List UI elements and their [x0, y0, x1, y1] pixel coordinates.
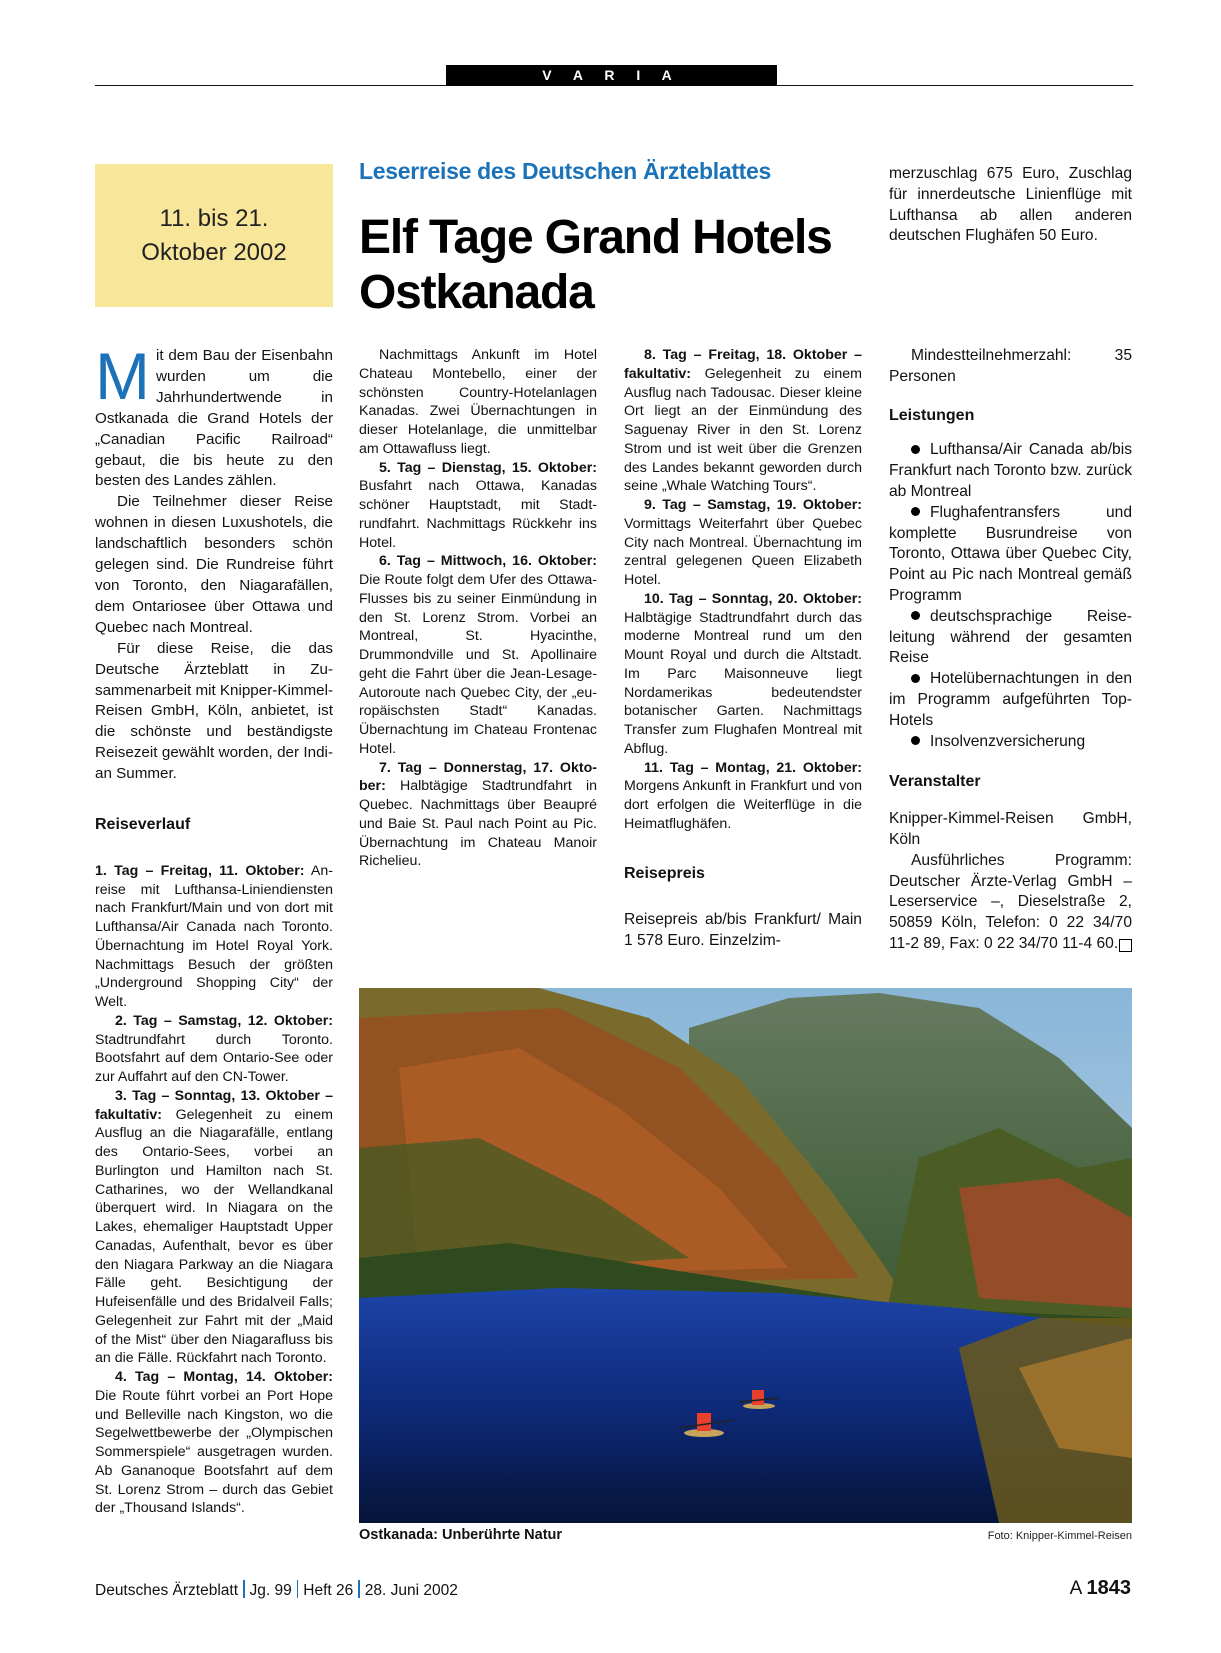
itinerary-part-3 [624, 346, 862, 834]
day-label: 2. Tag – Samstag, 12. Oktober: [115, 1012, 333, 1029]
day-text: Anreise mit Lufthansa-Liniendiensten nach Frankfurt/Main und von dort mit Lufthansa/Air Canada nach Toronto. Übernachtung im Hotel Royal York. Nachmittags Besuch der größten „Underground Shopping City“ der Welt. [95, 862, 334, 1011]
list-item [889, 440, 1132, 502]
list-item [889, 669, 1132, 731]
day-label: 3. Tag – Sonntag, 13. Oktober – fakultativ: [95, 1087, 333, 1123]
list-item [889, 732, 1132, 753]
reisepreis-text: Reisepreis ab/bis Frankfurt/ Main 1 578 Euro. Einzelzim- [624, 911, 862, 950]
day-label: 5. Tag – Dienstag, 15. Oktober: [379, 459, 597, 476]
column-2 [359, 346, 597, 871]
veranstalter-name: Knipper-Kimmel-Reisen GmbH, Köln [889, 810, 1132, 848]
photo-caption: Ostkanada: Unberührte Natur [359, 1527, 563, 1543]
itinerary-day [624, 346, 862, 496]
footer-volume: Jg. 99 [249, 1582, 292, 1599]
footer-separator [297, 1580, 299, 1598]
itinerary-day [359, 759, 597, 872]
bullet-icon [911, 507, 920, 516]
bullet-icon [911, 611, 920, 620]
intro-p1-text: it dem Bau der Eisenbahn wurden um die Jahrhundertwende in Ostkanada die Grand Hotels der „Canadian Pacific Railroad“ gebaut, die bis heute zu den besten des Landes zählen. [95, 347, 333, 490]
bullet-icon [911, 736, 920, 745]
drop-cap: M [95, 339, 150, 413]
photo-illustration [359, 988, 1132, 1523]
list-item-text: deutschsprachige Reiseleitung während der gesamten Reise [889, 607, 1132, 667]
day-text: Gelegenheit zu einem Ausflug nach Tadousac. Dieser kleine Ort liegt an der Einmündung des Saguenay River in den St. Lorenz Strom und ist weit über die Grenzen des Landes bekannt geworden durch seine „Whale Watching Tours“. [624, 365, 862, 495]
list-item-text: Insolvenzversicherung [930, 732, 1086, 750]
veranstalter-heading: Veranstalter [889, 773, 981, 791]
itinerary-day [95, 862, 333, 1012]
contact-text: Ausführliches Programm: Deutscher Ärzte-Verlag GmbH – Leserservice –, Dieselstraße 2, 50859 Köln, Telefon: 0 22 34/70 11-2 89, Fax: 0 22 34/70 11-4 60. [889, 851, 1132, 952]
page-number-value: 1843 [1086, 1577, 1131, 1599]
page-number [1070, 1577, 1131, 1600]
day-text: Die Route führt vorbei an Port Hope und Belleville nach Kingston, wo die Segelwettbewerbe der „Olympischen Sommerspiele“ ausgetragen wurden. Ab Gananoque Bootsfahrt auf dem St. Lorenz Strom – durch das Gebiet der „Thousand Islands“. [95, 1387, 333, 1517]
day-label: 8. Tag – Freitag, 18. Oktober – fakultativ: [624, 347, 862, 382]
day-label: 11. Tag – Montag, 21. Oktober: [644, 759, 862, 776]
day-text: Gelegenheit zu einem Ausflug an die Niagarafälle, entlang des Ontario-Sees, vorbei an Burlington und Hamilton nach St. Catharines, wo der Wellandkanal überquert wird. In Niagara on the Lakes, ehemaliger Hauptstadt Upper Canadas, Aufenthalt, bevor es über den Niagara Parkway an die Niagara Fälle geht. Besichtigung der Hufeisenfälle und des Bridalveil Falls; Gelegenheit zur Fahrt mit der „Maid of the Mist“ über den Niagarafluss bis an die Fälle. Rückfahrt nach Toronto. [95, 1106, 333, 1367]
footer-issue: Heft 26 [303, 1582, 354, 1599]
itinerary-paragraph: Nachmittags Ankunft im Hotel Chateau Montebello, einer der schönsten Country-Hotelanlagen Kanadas. Zwei Übernachtungen in dieser Hotelanlage, die unmittelbar am Ottawafluss liegt. [359, 347, 597, 457]
leistungen-list [889, 440, 1132, 752]
day-label: 9. Tag – Samstag, 19. Oktober: [644, 497, 862, 513]
intro-paragraph-3: Für diese Reise, die das Deutsche Ärzteblatt in Zusammenarbeit mit Knipper-Kimmel-Reisen GmbH, Köln, anbietet, ist die schönste und beständigste Reisezeit gewählt worden, der Indian Summer. [95, 639, 334, 783]
reiseverlauf-heading: Reiseverlauf [95, 816, 191, 834]
headline-line-2: Ostkanada [359, 266, 594, 319]
footer-separator [358, 1580, 360, 1598]
landscape-photo [359, 988, 1132, 1523]
itinerary-day [95, 1087, 333, 1368]
list-item-text: Hotelübernachtungen in den im Programm aufgeführten Top-Hotels [889, 670, 1132, 729]
day-label: 7. Tag – Donnerstag, 17. Oktober: [359, 759, 597, 795]
itinerary-day [359, 552, 597, 758]
intro-paragraph-2: Die Teilnehmer dieser Reise wohnen in diesen Luxushotels, die landschaftlich besonders schön gelegen sind. Die Rundreise führt von Toronto, den Niagarafällen, dem Ontariosee über Ottawa und Quebec nach Montreal. [95, 493, 333, 636]
section-label: V A R I A [446, 65, 777, 86]
itinerary-day [95, 1368, 333, 1518]
headline [359, 210, 859, 320]
bullet-icon [911, 445, 920, 454]
itinerary-day [624, 759, 862, 834]
day-text: Busfahrt nach Ottawa, Kanadas schöner Hauptstadt, mit Stadtrundfahrt. Nachmittags Rückkehr ins Hotel. [359, 478, 597, 551]
day-text: Halbtägige Stadtrundfahrt durch das moderne Montreal rund um den Mount Royal und durch die Altstadt. Im Parc Maisonneuve liegt Nordamerikas bedeutendster botanischer Garten. Nachmittags Transfer zum Flughafen Montreal mit Abflug. [624, 609, 862, 757]
list-item [889, 503, 1132, 607]
footer-journal: Deutsches Ärzteblatt [95, 1582, 239, 1599]
list-item [889, 607, 1132, 669]
day-label: 6. Tag – Mittwoch, 16. Oktober: [379, 553, 597, 570]
page-prefix: A [1069, 1578, 1082, 1599]
day-text: Halbtägige Stadtrundfahrt in Quebec. Nachmittags über Beaupré und Baie St. Paul nach Point au Pic. Übernachtung im Chateau Manoir Richelieu. [359, 778, 597, 870]
day-label: 4. Tag – Montag, 14. Oktober: [115, 1369, 333, 1386]
reisepreis-heading: Reisepreis [624, 864, 705, 882]
veranstalter-contact [889, 851, 1132, 955]
footer [95, 1580, 458, 1600]
intro-paragraph-1 [95, 339, 333, 492]
column-4 [889, 346, 1132, 955]
day-label: 10. Tag – Sonntag, 20. Oktober: [644, 590, 862, 607]
day-text: Die Route folgt dem Ufer des Ottawa-Flusses bis zu seiner Einmündung in den St. Lorenz Strom. Vorbei an Montreal, St. Hyacinthe, Drummondville und St. Apollinaire geht die Fahrt über die Jean-Lesage-Autoroute nach Quebec City, der „europäischsten Stadt“ Kanadas. Übernachtung im Chateau Frontenac Hotel. [359, 572, 597, 757]
headline-line-1: Elf Tage Grand Hotels [359, 211, 832, 264]
column-3 [624, 346, 862, 952]
itinerary-day [624, 496, 862, 590]
itinerary-day [624, 590, 862, 759]
mindestteilnehmer: Mindestteilnehmerzahl: 35 Personen [889, 347, 1132, 385]
list-item-text: Flughafentransfers und komplette Busrundreise von Toronto, Ottawa über Quebec City, Point au Pic nach Montreal gemäß Programm [889, 503, 1132, 604]
footer-date: 28. Juni 2002 [364, 1582, 458, 1599]
footer-separator [243, 1580, 245, 1598]
reisepreis-continuation: merzuschlag 675 Euro, Zuschlag für innerdeutsche Linienflüge mit Lufthansa ab allen anderen deutschen Flughäfen 50 Euro. [889, 165, 1132, 245]
date-line-1: 11. bis 21. [159, 204, 269, 232]
kicker: Leserreise des Deutschen Ärzteblattes [359, 158, 772, 184]
bullet-icon [911, 674, 920, 683]
photo-credit: Foto: Knipper-Kimmel-Reisen [987, 1530, 1132, 1542]
itinerary-part-1 [95, 862, 333, 1518]
day-text: Morgens Ankunft in Frankfurt und von dort erfolgen die Weiterflüge in die Heimatflughäfen. [624, 778, 862, 832]
date-box [95, 164, 333, 307]
day-label: 1. Tag – Freitag, 11. Oktober: [95, 862, 305, 879]
day-text: Stadtrundfahrt durch Toronto. Bootsfahrt auf dem Ontario-See oder zur Auffahrt auf den CN-Tower. [95, 1031, 333, 1086]
itinerary-day [359, 459, 597, 553]
end-mark-icon [1119, 939, 1132, 952]
day-text: Vormittags Weiterfahrt über Quebec City nach Montreal. Übernachtung im zentral gelegenen Queen Elizabeth Hotel. [624, 515, 862, 588]
list-item-text: Lufthansa/Air Canada ab/bis Frankfurt nach Toronto bzw. zurück ab Montreal [889, 441, 1132, 500]
leistungen-heading: Leistungen [889, 406, 975, 424]
itinerary-day [95, 1012, 333, 1087]
date-line-2: Oktober 2002 [141, 238, 287, 266]
column-1 [95, 339, 334, 1518]
column-4-top [889, 164, 1132, 247]
